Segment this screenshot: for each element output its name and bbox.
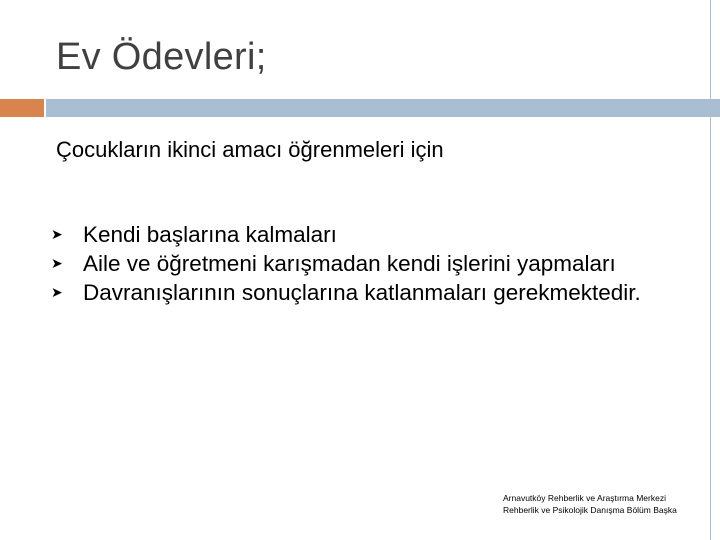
accent-bar-orange (0, 99, 44, 117)
bullet-item (50, 220, 680, 249)
accent-bar-blue (46, 99, 720, 117)
bullet-text: Aile ve öğretmeni karışmadan kendi işlerini yapmaları (83, 251, 616, 276)
footer-line-1: Arnavutköy Rehberlik ve Araştırma Merkezi (503, 493, 666, 503)
bullet-list (50, 220, 680, 307)
bullet-text: Kendi başlarına kalmaları (83, 222, 337, 247)
bullet-item (50, 278, 680, 307)
arrow-bullet-icon: ➤ (51, 226, 63, 242)
slide-title: Ev Ödevleri; (56, 36, 267, 78)
intro-text: Çocukların ikinci amacı öğrenmeleri için (56, 137, 444, 162)
footer-credit (503, 492, 677, 516)
arrow-bullet-icon: ➤ (51, 284, 63, 300)
bullet-text: Davranışlarının sonuçlarına katlanmaları gerekmektedir. (83, 280, 641, 305)
arrow-bullet-icon: ➤ (51, 255, 63, 271)
footer-line-2: Rehberlik ve Psikolojik Danışma Bölüm Başka (503, 505, 677, 515)
frame-line-right (710, 0, 711, 540)
bullet-item (50, 249, 680, 278)
